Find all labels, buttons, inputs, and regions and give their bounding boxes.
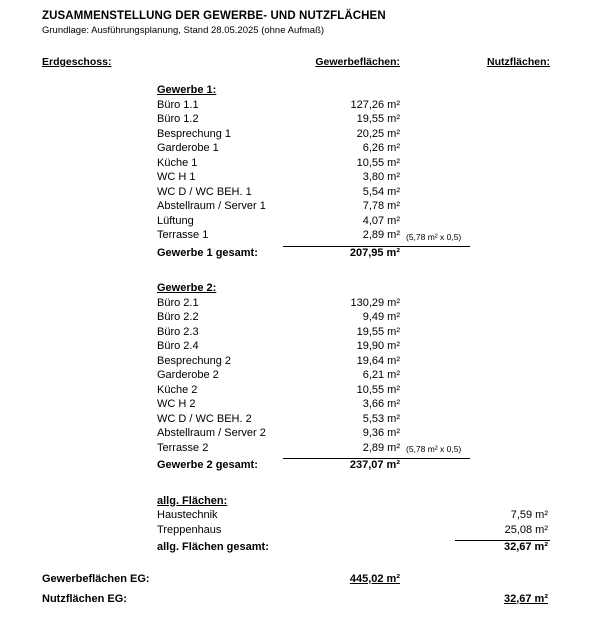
row-value: 19,90 m² [356,340,400,352]
table-row [42,427,550,442]
row-label: Büro 1.1 [157,98,199,111]
row-label: Treppenhaus [157,523,222,536]
table-row [42,355,550,370]
section-total-label: Gewerbe 1 gesamt: [157,246,258,259]
table-row [42,509,550,524]
section-heading-row [42,282,550,297]
row-value: 2,89 m² [362,441,400,454]
row-label: Besprechung 2 [157,354,231,367]
table-row [42,398,550,413]
table-row [42,413,550,428]
section-heading: allg. Flächen: [157,494,228,507]
row-label: WC D / WC BEH. 2 [157,412,252,425]
row-label: Abstellraum / Server 1 [157,200,266,212]
sections-container [42,84,550,556]
table-row [42,442,550,457]
row-label: Büro 2.4 [157,340,199,352]
row-value: 5,53 m² [362,412,400,425]
section [42,84,550,261]
row-label: Besprechung 1 [157,127,231,140]
row-value: 20,25 m² [356,127,400,140]
row-label: Büro 1.2 [157,113,199,125]
row-value: 4,07 m² [362,214,400,227]
column-header-gewerbeflaechen: Gewerbeflächen: [315,56,400,68]
table-row [42,340,550,355]
row-label: Küche 2 [157,383,198,396]
row-value: 25,08 m² [504,523,548,536]
section-total-value: 207,95 m² [349,246,400,259]
table-row [42,142,550,157]
document-subtitle: Grundlage: Ausführungsplanung, Stand 28.05.2025 (ohne Aufmaß) [42,25,325,36]
row-value: 130,29 m² [350,296,400,309]
row-label: Terrasse 2 [157,441,209,454]
row-value: 10,55 m² [356,383,400,396]
table-row [42,171,550,186]
table-row [42,311,550,326]
footer-label: Nutzflächen EG: [42,592,127,605]
table-row [42,369,550,384]
section-total-label: allg. Flächen gesamt: [157,541,269,553]
row-label: Büro 2.2 [157,311,199,323]
row-label: Büro 2.3 [157,325,199,338]
footer-row [42,573,550,587]
section [42,282,550,474]
row-label: WC H 1 [157,171,196,183]
column-header-floor: Erdgeschoss: [42,56,112,68]
row-value: 3,80 m² [362,171,400,183]
table-row [42,524,550,539]
table-row [42,99,550,114]
row-label: Küche 1 [157,156,198,169]
table-row [42,128,550,143]
row-value: 10,55 m² [356,156,400,169]
row-label: Haustechnik [157,509,218,521]
footer-value: 32,67 m² [503,592,548,605]
table-row [42,215,550,230]
row-label: Garderobe 1 [157,142,219,154]
table-row [42,384,550,399]
section-heading-row [42,84,550,99]
table-row [42,113,550,128]
section-total-row [42,459,550,474]
row-label: WC D / WC BEH. 1 [157,185,252,198]
section-total-row [42,541,550,556]
row-value: 9,49 m² [362,311,400,323]
table-row [42,229,550,244]
row-value: 6,26 m² [362,142,400,154]
section-heading: Gewerbe 1: [157,84,217,96]
table-row [42,326,550,341]
row-note: (5,78 m² x 0,5) [406,231,462,242]
row-value: 3,66 m² [362,398,400,410]
row-value: 19,64 m² [356,354,400,367]
table-row [42,200,550,215]
row-value: 127,26 m² [350,98,400,111]
section-total-value: 237,07 m² [349,459,400,471]
section-heading: Gewerbe 2: [157,282,217,294]
footer-label: Gewerbeflächen EG: [42,572,150,585]
footer-value: 445,02 m² [349,572,400,585]
row-label: Lüftung [157,214,194,227]
row-label: Büro 2.1 [157,296,199,309]
table-row [42,297,550,312]
column-header-nutzflaechen: Nutzflächen: [487,56,550,68]
row-label: Abstellraum / Server 2 [157,427,266,439]
row-label: WC H 2 [157,398,196,410]
document-title: ZUSAMMENSTELLUNG DER GEWERBE- UND NUTZFLÄCHEN [42,10,386,22]
row-value: 6,21 m² [362,369,400,381]
section-total-row [42,247,550,262]
section-total-value: 32,67 m² [503,541,548,553]
row-value: 9,36 m² [362,427,400,439]
row-value: 19,55 m² [356,113,400,125]
row-value: 5,54 m² [362,185,400,198]
row-value: 7,59 m² [510,509,548,521]
row-note: (5,78 m² x 0,5) [406,444,462,454]
row-value: 7,78 m² [362,200,400,212]
table-row [42,157,550,172]
section-total-label: Gewerbe 2 gesamt: [157,459,258,471]
section-heading-row [42,495,550,510]
column-header-row [42,56,550,70]
section [42,495,550,556]
footer-summary [42,573,550,607]
row-label: Terrasse 1 [157,229,209,241]
table-row [42,186,550,201]
row-value: 2,89 m² [362,229,400,241]
footer-row [42,593,550,607]
row-value: 19,55 m² [356,325,400,338]
row-label: Garderobe 2 [157,369,219,381]
